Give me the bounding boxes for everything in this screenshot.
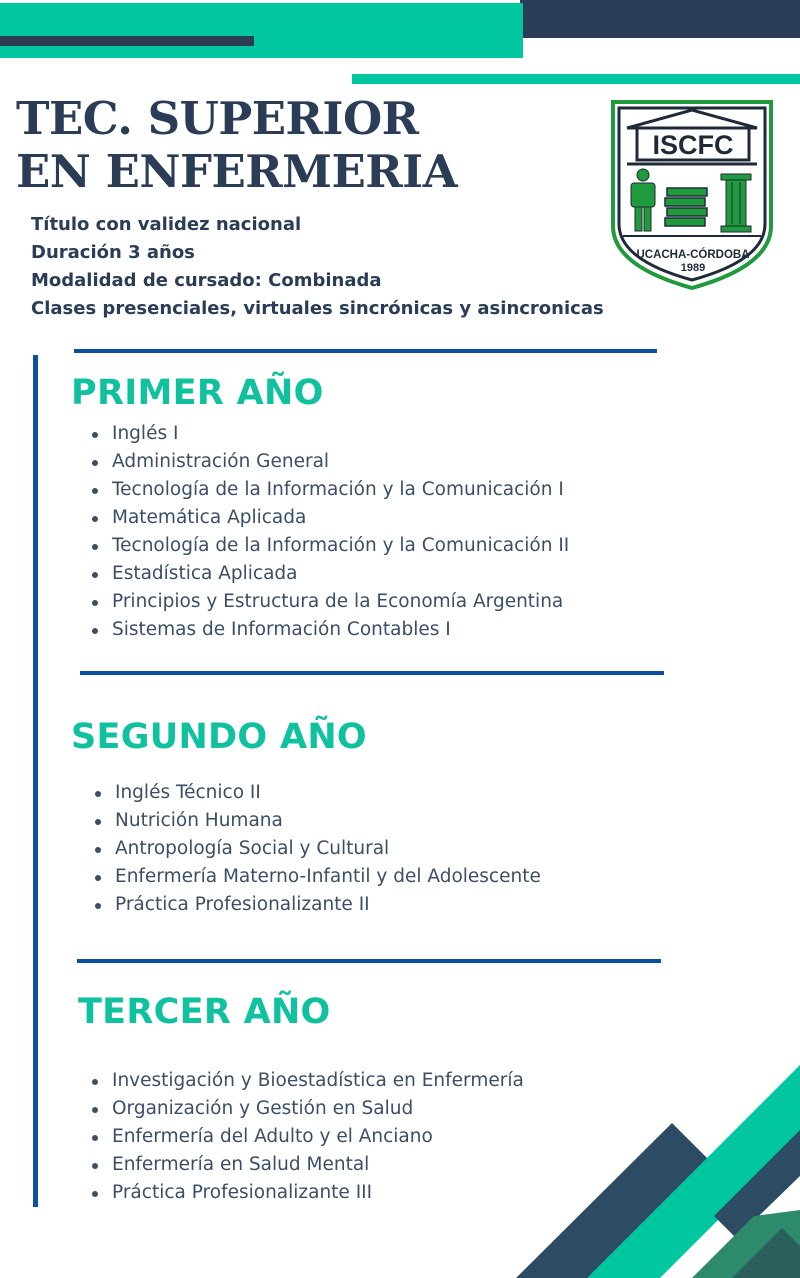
top-dark-strip: [0, 36, 254, 46]
list-item: Práctica Profesionalizante II: [93, 891, 541, 919]
list-item: Organización y Gestión en Salud: [90, 1095, 524, 1123]
corner-decoration: [500, 1060, 800, 1278]
logo-year: 1989: [680, 262, 706, 274]
list-item: Matemática Aplicada: [90, 504, 569, 532]
section-title-first-year: PRIMER AÑO: [71, 373, 324, 413]
info-classes: Clases presenciales, virtuales sincrónicas y asincronicas: [31, 298, 604, 319]
divider-1: [74, 349, 657, 353]
page-title: [16, 92, 457, 198]
institution-logo: [609, 98, 775, 292]
list-item: Tecnología de la Información y la Comunicación I: [90, 476, 569, 504]
list-item: Antropología Social y Cultural: [93, 835, 541, 863]
info-validity: Título con validez nacional: [31, 214, 302, 235]
list-item: Nutrición Humana: [93, 807, 541, 835]
list-item: Enfermería del Adulto y el Anciano: [90, 1123, 524, 1151]
divider-2: [80, 671, 664, 675]
vertical-divider: [33, 355, 38, 1207]
list-item: Sistemas de Información Contables I: [90, 616, 569, 644]
third-year-list: [90, 1067, 524, 1207]
title-line-2: EN ENFERMERIA: [16, 145, 458, 198]
top-teal-bar: [0, 3, 523, 58]
list-item: Principios y Estructura de la Economía Argentina: [90, 588, 569, 616]
list-item: Tecnología de la Información y la Comunicación II: [90, 532, 569, 560]
list-item: Inglés I: [90, 420, 569, 448]
title-line-1: TEC. SUPERIOR: [16, 92, 419, 145]
section-title-third-year: TERCER AÑO: [78, 992, 331, 1032]
list-item: Estadística Aplicada: [90, 560, 569, 588]
list-item: Administración General: [90, 448, 569, 476]
logo-acronym: ISCFC: [652, 130, 734, 160]
list-item: Inglés Técnico II: [93, 779, 541, 807]
first-year-list: [90, 420, 569, 644]
top-right-teal-strip: [352, 74, 800, 84]
program-info: [31, 211, 604, 323]
second-year-list: [93, 779, 541, 919]
column-icon: [721, 174, 751, 232]
list-item: Enfermería Materno-Infantil y del Adolescente: [93, 863, 541, 891]
section-title-second-year: SEGUNDO AÑO: [71, 717, 367, 757]
info-modality: Modalidad de cursado: Combinada: [31, 270, 382, 291]
list-item: Práctica Profesionalizante III: [90, 1179, 524, 1207]
list-item: Enfermería en Salud Mental: [90, 1151, 524, 1179]
info-duration: Duración 3 años: [31, 242, 195, 263]
top-dark-bar: [520, 0, 800, 38]
divider-3: [77, 959, 661, 963]
logo-location: UCACHA-CÓRDOBA: [636, 249, 750, 261]
list-item: Investigación y Bioestadística en Enfermería: [90, 1067, 524, 1095]
